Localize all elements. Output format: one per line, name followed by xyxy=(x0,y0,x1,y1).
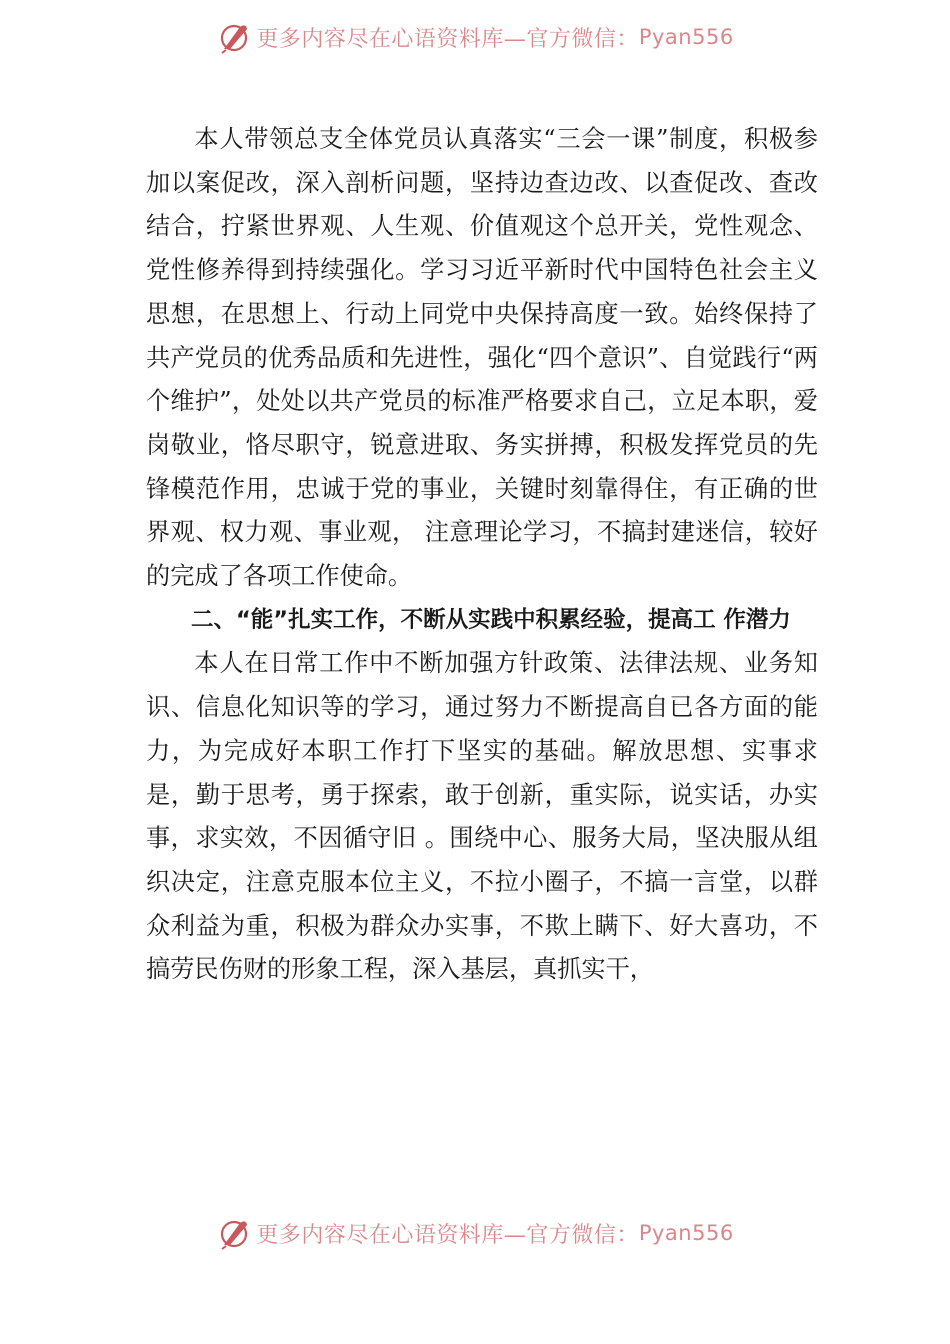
watermark-text: 更多内容尽在心语资料库—官方微信： xyxy=(256,1222,639,1248)
header-watermark xyxy=(0,12,950,62)
watermark-wechat-id: Pyan556 xyxy=(638,25,734,49)
document-body xyxy=(146,118,818,992)
quill-pen-logo-icon xyxy=(216,19,252,55)
watermark-text: 更多内容尽在心语资料库—官方微信： xyxy=(256,26,639,52)
watermark-wechat-id: Pyan556 xyxy=(638,1221,734,1245)
section-heading-2: 二、“能”扎实工作，不断从实践中积累经验，提高工 作潜力 xyxy=(191,606,791,633)
paragraph-1: 本人带领总支全体党员认真落实“三会一课”制度，积极参加以案促改，深入剖析问题，坚持边查边改、以查促改、查改结合，拧紧世界观、人生观、价值观这个总开关，党性观念、党性修养得到持续强化。学习习近平新时代中国特色社会主义思想，在思想上、行动上同党中央保持高度一致。始终保持了共产党员的优秀品质和先进性，强化“四个意识”、自觉践行“两个维护”，处处以共产党员的标准严格要求自己，立足本职，爱岗敬业，恪尽职守，锐意进取、务实拼搏，积极发挥党员的先锋模范作用，忠诚于党的事业，关键时刻靠得住，有正确的世界观、权力观、事业观， 注意理论学习，不搞封建迷信，较好的完成了各项工作使命。 xyxy=(146,125,818,591)
footer-watermark xyxy=(0,1208,950,1258)
paragraph-2: 本人在日常工作中不断加强方针政策、法律法规、业务知识、信息化知识等的学习，通过努力不断提高自已各方面的能力，为完成好本职工作打下坚实的基础。解放思想、实事求是，勤于思考，勇于探索，敢于创新，重实际，说实话，办实事，求实效，不因循守旧 。围绕中心、服务大局，坚决服从组织决定，注意克服本位主义，不拉小圈子，不搞一言堂，以群众利益为重，积极为群众办实事，不欺上瞒下、好大喜功，不搞劳民伤财的形象工程，深入基层，真抓实干， xyxy=(146,649,818,984)
quill-pen-logo-icon xyxy=(216,1215,252,1251)
